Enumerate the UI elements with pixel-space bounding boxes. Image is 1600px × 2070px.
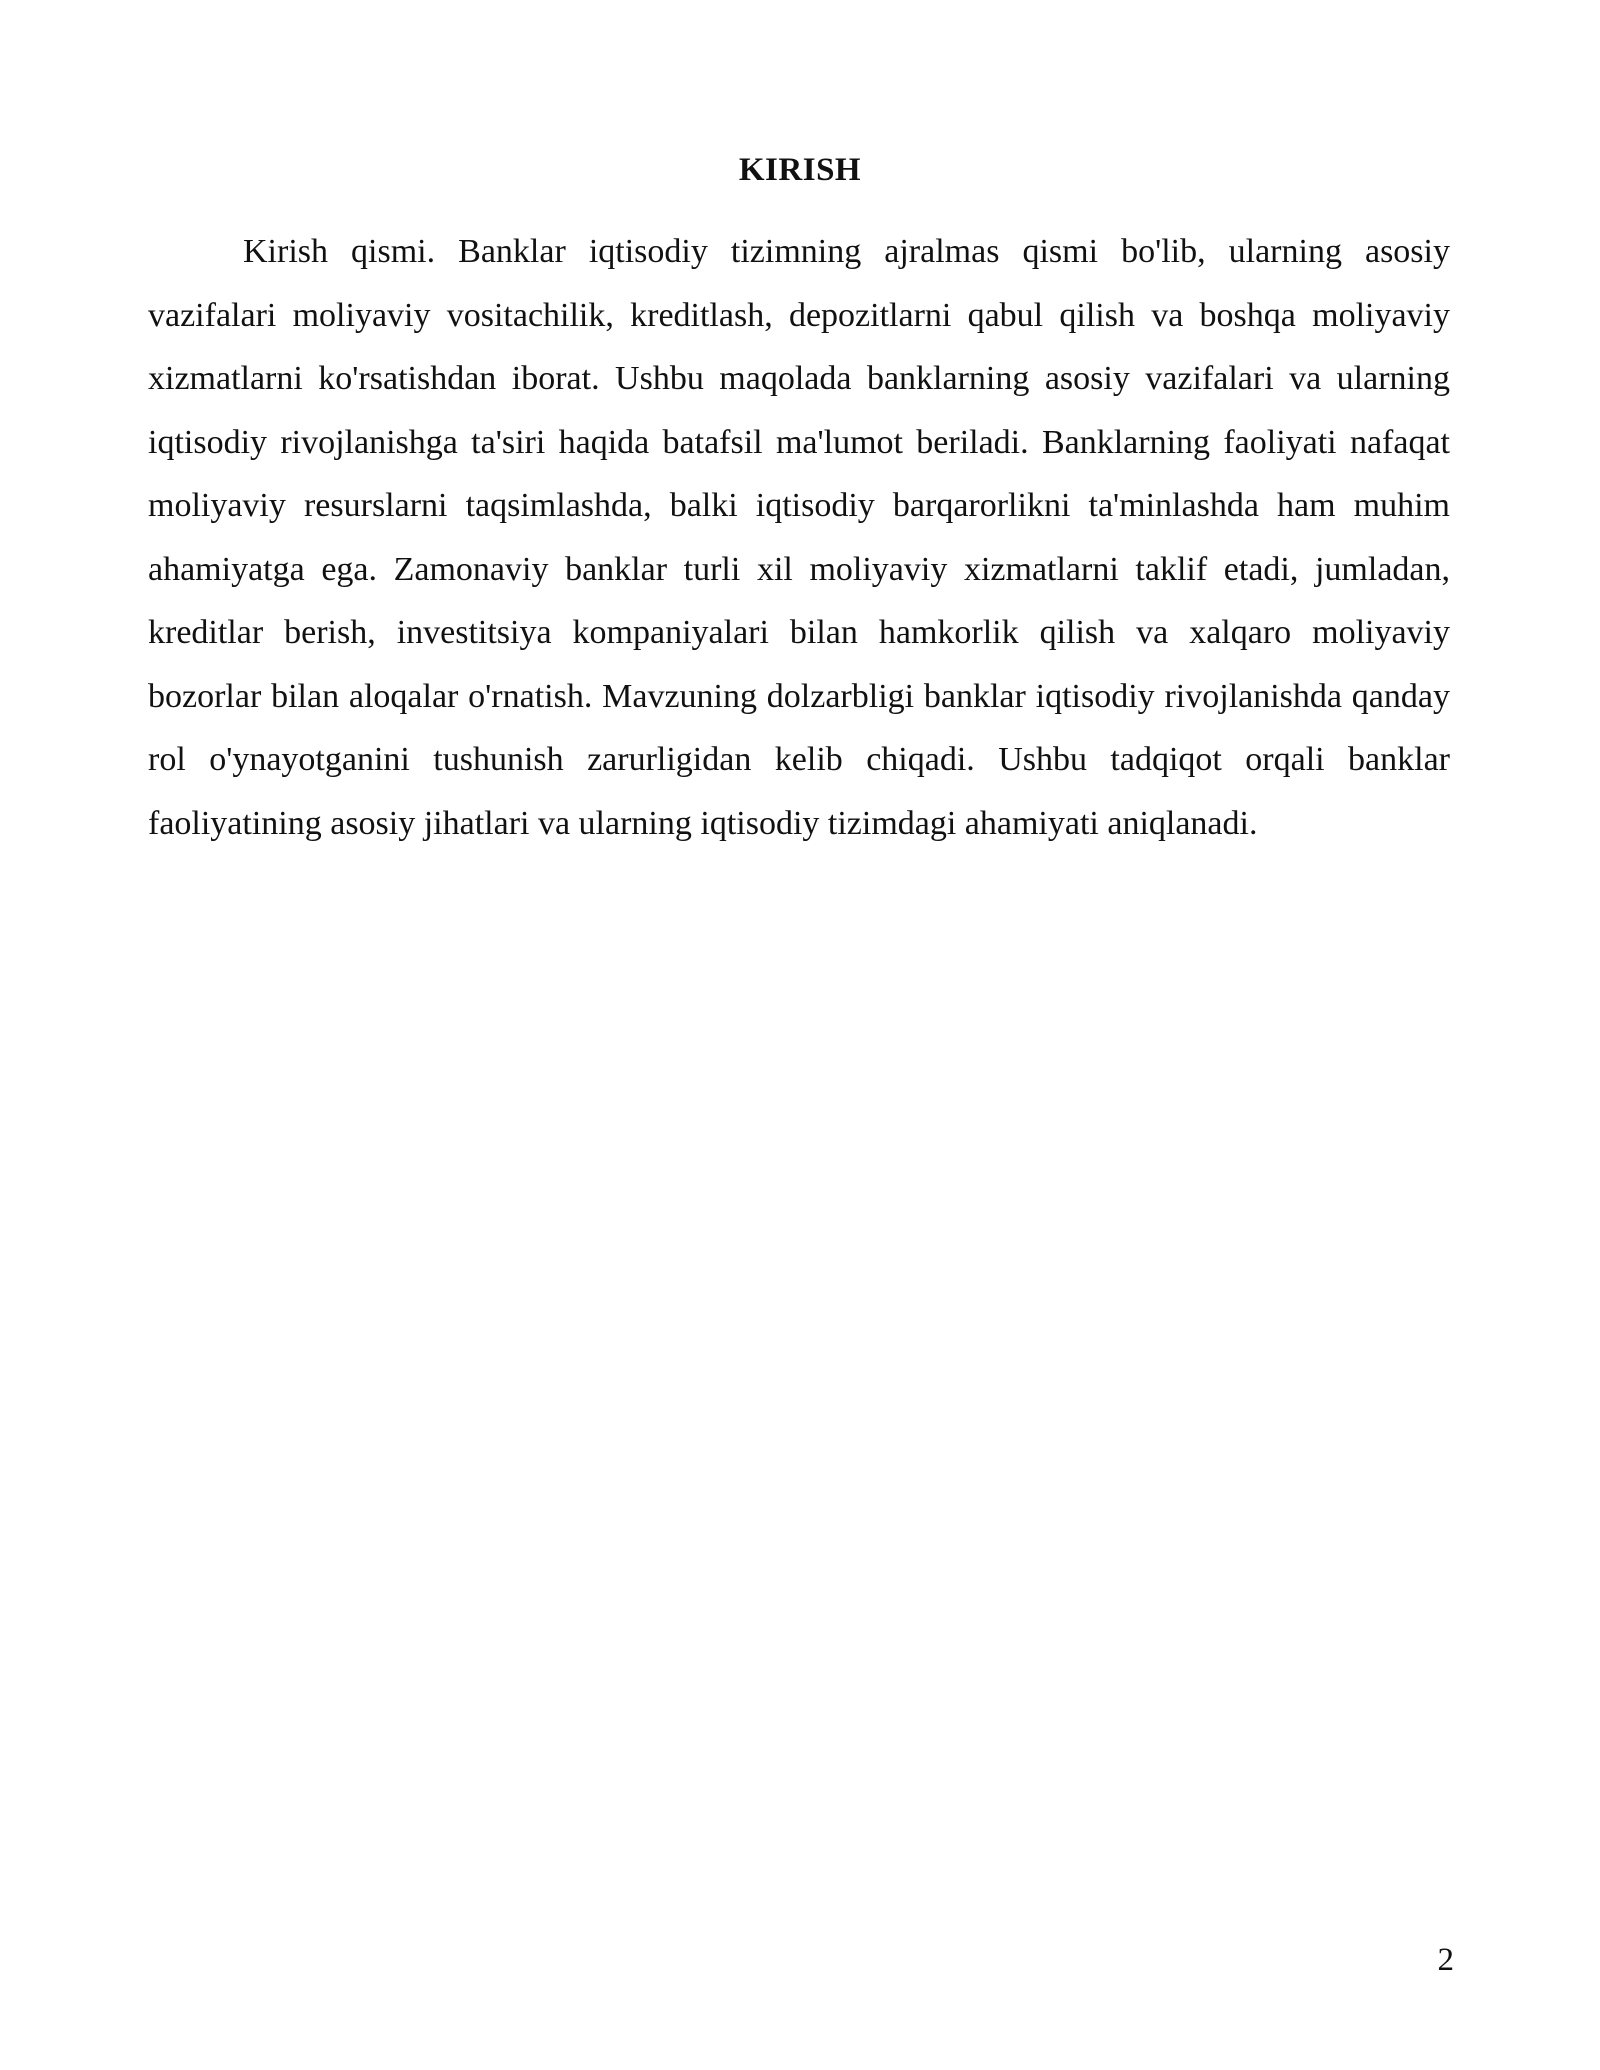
- intro-paragraph: Kirish qismi. Banklar iqtisodiy tizimning ajralmas qismi bo'lib, ularning asosiy vazifalari moliyaviy vositachilik, kreditlash, depozitlarni qabul qilish va boshqa moliyaviy xizmatlarni ko'rsatishdan iborat. Ushbu maqolada banklarning asosiy vazifalari va ularning iqtisodiy rivojlanishga ta'siri haqida batafsil ma'lumot beriladi. Banklarning faoliyati nafaqat moliyaviy resurslarni taqsimlashda, balki iqtisodiy barqarorlikni ta'minlashda ham muhim ahamiyatga ega. Zamonaviy banklar turli xil moliyaviy xizmatlarni taklif etadi, jumladan, kreditlar berish, investitsiya kompaniyalari bilan hamkorlik qilish va xalqaro moliyaviy bozorlar bilan aloqalar o'rnatish. Mavzuning dolzarbligi banklar iqtisodiy rivojlanishda qanday rol o'ynayotganini tushunish zarurligidan kelib chiqadi. Ushbu tadqiqot orqali banklar faoliyatining asosiy jihatlari va ularning iqtisodiy tizimdagi ahamiyati aniqlanadi.: [148, 233, 1450, 842]
- section-heading: KIRISH: [738, 152, 862, 188]
- page-number: 2: [1437, 1942, 1454, 1978]
